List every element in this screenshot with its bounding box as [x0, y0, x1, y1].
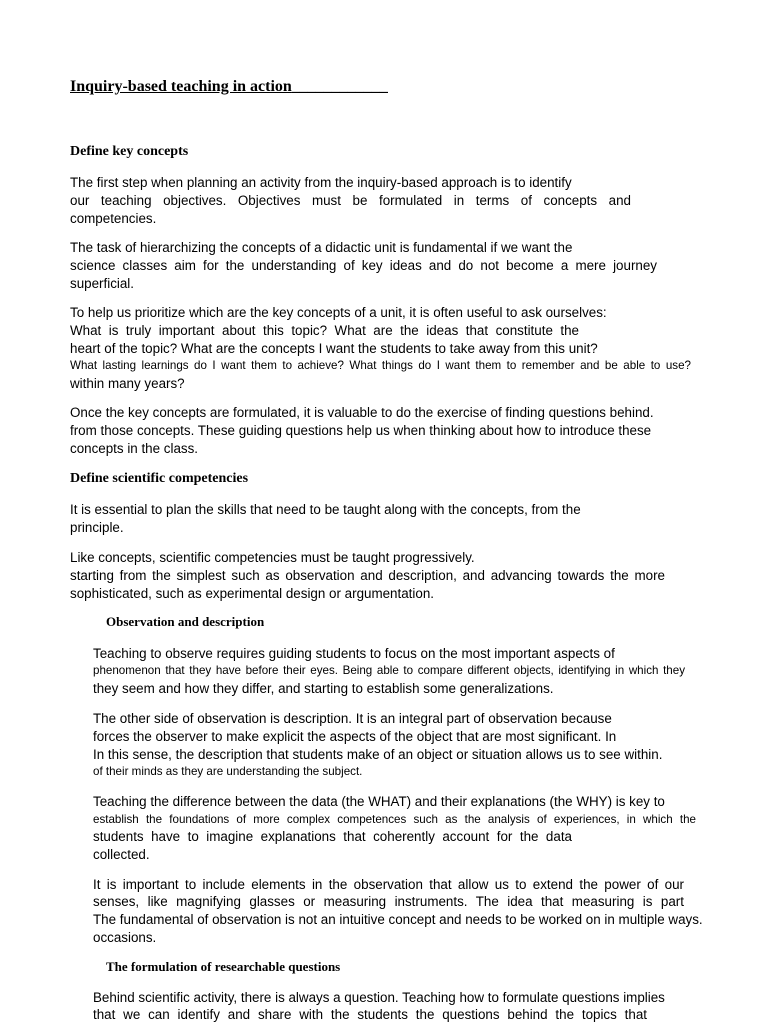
subsection-heading-researchable-questions — [93, 959, 340, 975]
paragraph-line: The first step when planning an activity from the inquiry-based approach is to identify — [70, 175, 572, 190]
paragraph-line: What lasting learnings do I want them to achieve? What things do I want them to remember and be able to use? — [70, 359, 691, 372]
title-trailing-underline: ____________ — [291, 78, 388, 95]
subsection-heading-observation — [93, 614, 264, 630]
paragraph-line: science classes aim for the understanding of key ideas and do not become a mere journey — [70, 258, 657, 273]
paragraph-line: heart of the topic? What are the concepts I want the students to take away from this unit? — [70, 341, 598, 356]
paragraph-line: Behind scientific activity, there is always a question. Teaching how to formulate questions implies — [93, 990, 665, 1005]
paragraph-line: Teaching the difference between the data (the WHAT) and their explanations (the WHY) is key to — [93, 794, 665, 809]
paragraph-line: What is truly important about this topic? What are the ideas that constitute the — [70, 323, 579, 338]
paragraph-line: concepts in the class. — [70, 441, 199, 456]
paragraph-line: senses, like magnifying glasses or measuring instruments. The idea that measuring is part — [93, 894, 684, 909]
paragraph-line: they seem and how they differ, and starting to establish some generalizations. — [93, 681, 554, 696]
paragraph-line: of their minds as they are understanding the subject. — [93, 765, 363, 778]
paragraph-line: competencies. — [70, 211, 157, 226]
section-heading-scientific-competencies: Define scientific competencies — [70, 471, 249, 486]
paragraph-line: Like concepts, scientific competencies must be taught progressively. — [70, 550, 475, 565]
paragraph-line: students have to imagine explanations that coherently account for the data — [93, 829, 572, 844]
paragraph-line: collected. — [93, 847, 150, 862]
paragraph-line: from those concepts. These guiding questions help us when thinking about how to introduce these — [70, 423, 652, 438]
paragraph-line: The task of hierarchizing the concepts of a didactic unit is fundamental if we want the — [70, 240, 573, 255]
paragraph-line: superficial. — [70, 276, 135, 291]
paragraph-line: It is important to include elements in the observation that allow us to extend the power of our — [93, 877, 684, 892]
paragraph-line: starting from the simplest such as observation and description, and advancing towards the more — [70, 568, 665, 583]
paragraph-line: To help us prioritize which are the key concepts of a unit, it is often useful to ask ourselves: — [70, 305, 607, 320]
document-title-text: Inquiry-based teaching in action — [70, 78, 292, 95]
paragraph-line: phenomenon that they have before their eyes. Being able to compare different objects, identifying in which they — [93, 664, 685, 677]
paragraph-line: The other side of observation is description. It is an integral part of observation because — [93, 711, 612, 726]
paragraph-line: occasions. — [93, 930, 157, 945]
section-heading-key-concepts: Define key concepts — [70, 144, 189, 159]
paragraph-line: It is essential to plan the skills that need to be taught along with the concepts, from the — [70, 502, 581, 517]
subsection-heading-researchable-questions-text: The formulation of researchable questions — [106, 959, 341, 974]
paragraph-line: principle. — [70, 520, 124, 535]
subsection-heading-observation-text: Observation and description — [106, 614, 265, 629]
document-title — [70, 78, 388, 96]
paragraph-line: sophisticated, such as experimental design or argumentation. — [70, 586, 434, 601]
paragraph-line: our teaching objectives. Objectives must be formulated in terms of concepts and — [70, 193, 631, 208]
paragraph-line: establish the foundations of more complex competences such as the analysis of experiences, in which the — [93, 813, 696, 826]
paragraph-line: that we can identify and share with the students the questions behind the topics that — [93, 1007, 647, 1022]
paragraph-line: In this sense, the description that students make of an object or situation allows us to see within. — [93, 747, 663, 762]
paragraph-line: forces the observer to make explicit the aspects of the object that are most significant. In — [93, 729, 617, 744]
paragraph-line: within many years? — [70, 376, 185, 391]
paragraph-line: Once the key concepts are formulated, it is valuable to do the exercise of finding questions behind. — [70, 405, 654, 420]
paragraph-line: Teaching to observe requires guiding students to focus on the most important aspects of — [93, 646, 615, 661]
paragraph-line: The fundamental of observation is not an intuitive concept and needs to be worked on in multiple ways. — [93, 912, 703, 927]
